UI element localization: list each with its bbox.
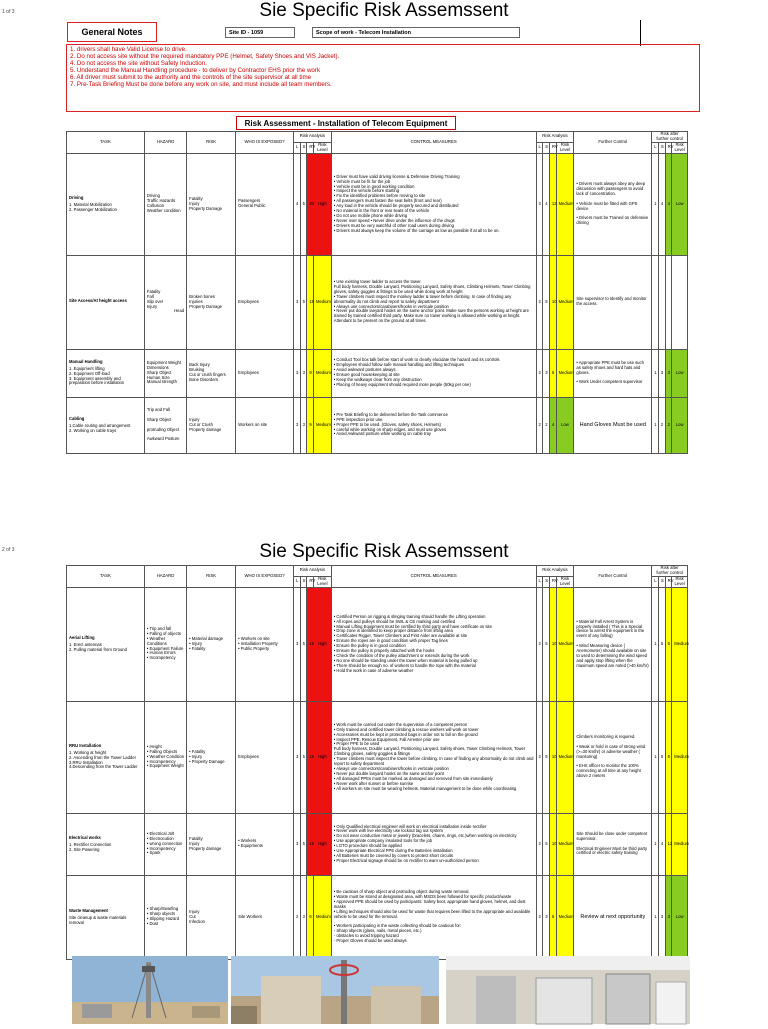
- risk-value: 15: [307, 255, 314, 349]
- hazard-cell: [144, 875, 186, 959]
- risk-cell: Injury Cut Infection: [187, 875, 236, 959]
- task-line: 1. Erect antennas: [69, 641, 102, 647]
- col-l: L: [293, 576, 300, 587]
- control-measures: • Be cautious of sharp object and protruding object during waste removal. • Waste must be stored at designated area, with MSDS been followed for specific product/waste • Approved PPE should be used by participants: Safety boot, appropriate hand gloves, helmet, and dust masks • Lifting techniques should also be used for waste that requires been lifted to the appropriate and available vehicle to be used for the removal. • Workers participating in the waste collecting should be cautious for: - Sharp objects (glass, nails, metal pieces, etc.) - obstacles to avoid tripping hazard - Proper Gloves should be used always: [331, 875, 536, 959]
- risk-row: [67, 349, 688, 397]
- hazard-cell: [144, 813, 186, 875]
- task-line: 1. Rectifier Connection: [69, 841, 112, 847]
- col-after: Risk after further control: [652, 132, 688, 143]
- after-value: 2: [665, 397, 672, 453]
- after-level: Medium: [672, 587, 688, 701]
- after-level: Low: [672, 875, 688, 959]
- control-measures: • Driver must have valid driving license & Defensive Driving Training • Vehicle must be fit for the job • Vehicle must be in good working condition • Inspect the vehicle before starting • Fix the identified problems before moving to site • All passengers must fasten the seat belts (front and rear) • Any load in the vehicle should be properly secured and distributed • No material in the front or rear seats of the vehicle • Do not use mobile phone while driving • Never over speed • Never drive under the influence of the drugs • Drivers must be very watchful of other road users during driving • Drivers must always keep the volume of the carriage as low as possible if at all to be on.: [331, 153, 536, 255]
- after-likelihood: 1: [652, 587, 659, 701]
- who-cell: • Workers • Equipments: [236, 813, 294, 875]
- residual-likelihood: 2: [536, 397, 543, 453]
- col-l: L: [536, 576, 543, 587]
- note-line: 1. drivers shall have Valid License to drive.: [70, 46, 187, 53]
- after-value: 3: [665, 875, 672, 959]
- site-photo: [231, 956, 439, 1024]
- col-s: S: [658, 576, 665, 587]
- after-value: 3: [665, 349, 672, 397]
- after-level: [672, 255, 688, 349]
- severity: 3: [300, 875, 307, 959]
- task-line: 2. Equipment Off-load: [69, 370, 110, 376]
- task-line: 2. Working on cable trays: [69, 427, 117, 433]
- likelihood: 2: [293, 875, 300, 959]
- col-s: S: [543, 142, 550, 153]
- residual-severity: 5: [543, 587, 550, 701]
- col-s: S: [300, 576, 307, 587]
- control-measures: • Work must be carried out under the supervision of a competent person • Only trained and certified tower climbing & rescue workers will work on tower • Accessories must be kept in protected bags in order not to fall on the ground • Inspect PPE, Rescue Equipment, Fall Arrester prior use • Proper PPE to be used Full body harness, Double Lanyard, Positioning Lanyard, Safety shoes, Tower Climbing Helmets, Tower Climbing gloves, safety goggles & fittings • Tower climbers must inspect the tower before climbing. In case of finding any abnormality do not climb and report to safety department • Always use connectors/carabiners/hooks in verticale position • Never put double lanyard hooks on the same anchor point • All damaged PPEs must be marked as damaged and removed from site immediately • Never work after sunset or before sunrise • All workers on site must be wearing helmets. Material management to be done while coordinating: [331, 701, 536, 813]
- hazard-cell: [144, 255, 186, 349]
- after-likelihood: 1: [652, 875, 659, 959]
- hazard-cell: [144, 397, 186, 453]
- likelihood: 3: [293, 813, 300, 875]
- after-severity: 3: [658, 349, 665, 397]
- task-cell: [67, 875, 145, 959]
- col-risk-analysis: Risk Analysis: [293, 566, 331, 577]
- likelihood: 3: [293, 587, 300, 701]
- control-measures: • Use existing tower ladder to access the tower. Full body harness, Double Lanyard, Positioning Lanyard, Safety shoes, Climbing Helmets, Tower Climbing gloves, safety goggles & fittings to be used while doing work at height • Tower climbers must inspect the monkey ladder & tower before climbing. In case of finding any abnormality do not climb and report to safety department • Always use connectors/carabiners/hooks in verticale position • Never put double lanyard hooks on the same anchor point. Make sure the persons working at height are trained by trained certified third party. Make sure no tower working is allowed while working at height. Attendant to be present on the ground at all times.: [331, 255, 536, 349]
- note-line: 6. All driver must submit to the authority and the controls of the site supervisor at all time: [70, 74, 312, 81]
- hazard-cell: [144, 153, 186, 255]
- after-severity: 5: [658, 587, 665, 701]
- further-control: • Drivers must always obey any deep discussion with passengers to avoid lack of concentration. • Vehicle must be fitted with GPS device • Drivers must be Trained on defensive driving: [574, 153, 652, 255]
- task-cell: [67, 349, 145, 397]
- risk-value: 15: [307, 813, 314, 875]
- page-number: 2 of 3: [2, 547, 15, 553]
- further-control: Climbers monitoring is required. • Weak or hold in case of strong wind (>=30 km/hr) or adverse weather ( monitoring) • EHS officer to monitor the 100% connecting at all time at any height above 2 meters: [574, 701, 652, 813]
- col-l: L: [293, 142, 300, 153]
- further-control: Site supervisor to Identify and monitor the access.: [574, 255, 652, 349]
- residual-severity: 5: [543, 255, 550, 349]
- control-measures: • Conduct Tool box talk before start of work to clearly elucidate the hazard and its controls • Employees should follow safe manual handling and lifting techniques • Avoid awkward postures always. • Ensure good housekeeping at site • Keep the walkways clear from any obstruction • Placing of heavy equipment should required more people (50kg per one): [331, 349, 536, 397]
- after-severity: 5: [658, 701, 665, 813]
- after-level: Low: [672, 397, 688, 453]
- task-cell: [67, 813, 145, 875]
- residual-level: Medium: [556, 701, 574, 813]
- risk-level: High: [314, 813, 332, 875]
- severity: 5: [300, 153, 307, 255]
- col-task: TASK: [67, 566, 145, 588]
- col-who: WHO IS EXPOSED?: [236, 566, 294, 588]
- residual-value: 6: [549, 875, 556, 959]
- col-residual-analysis: Risk Analysis: [536, 566, 574, 577]
- after-severity: 3: [658, 875, 665, 959]
- col-level: Risk Level: [314, 576, 332, 587]
- after-likelihood: [652, 255, 659, 349]
- col-rv: RV: [307, 576, 314, 587]
- risk-cell: Fatality Injury Property damage: [187, 813, 236, 875]
- residual-value: 12: [549, 153, 556, 255]
- likelihood: 3: [293, 255, 300, 349]
- residual-likelihood: 2: [536, 255, 543, 349]
- hazard-text: Fatality Fall Slip over Injury: [146, 288, 164, 309]
- residual-level: Medium: [556, 875, 574, 959]
- risk-row: [67, 587, 688, 701]
- after-likelihood: 1: [652, 813, 659, 875]
- severity: 3: [300, 397, 307, 453]
- task-line: 2. Passenger Mobilization: [69, 206, 117, 212]
- col-rv: RV: [549, 576, 556, 587]
- residual-level: Medium: [556, 587, 574, 701]
- page-title: Sie Specific Risk Assemssent: [259, 0, 509, 21]
- risk-table-page-1: [66, 131, 688, 454]
- who-cell: Passengers General Public: [236, 153, 294, 255]
- risk-value: 15: [307, 701, 314, 813]
- after-likelihood: 1: [652, 153, 659, 255]
- hazard-cell: [144, 587, 186, 701]
- risk-level: Medium: [314, 397, 332, 453]
- col-l: L: [536, 142, 543, 153]
- risk-level: High: [314, 153, 332, 255]
- col-who: WHO IS EXPOSED?: [236, 132, 294, 154]
- after-value: [665, 255, 672, 349]
- after-severity: 2: [658, 397, 665, 453]
- risk-row: [67, 701, 688, 813]
- risk-level: Medium: [314, 875, 332, 959]
- who-cell: Site Workers: [236, 875, 294, 959]
- task-line: Aerial Lifting: [69, 634, 95, 640]
- equipment-photo: [446, 956, 690, 1024]
- task-line: 2. Ascending from the Tower Ladder: [69, 754, 136, 760]
- residual-level: Medium: [556, 255, 574, 349]
- task-line: 4.Descending from the Tower Ladder: [69, 764, 138, 770]
- task-cell: [67, 701, 145, 813]
- task-line: Manual Handling: [69, 358, 103, 364]
- page-title: Sie Specific Risk Assemssent: [259, 541, 509, 562]
- residual-value: 10: [549, 813, 556, 875]
- severity: 3: [300, 349, 307, 397]
- risk-level: High: [314, 701, 332, 813]
- col-after: Risk after further control: [652, 566, 688, 577]
- residual-value: 10: [549, 701, 556, 813]
- col-further: Further Control: [574, 132, 652, 154]
- general-notes-heading: General Notes: [67, 22, 157, 42]
- col-control: CONTROL MEASURES: [331, 132, 536, 154]
- task-line: 1. Working at height: [69, 749, 107, 755]
- task-line: Site Access/At height access: [69, 297, 127, 303]
- col-l: L: [652, 576, 659, 587]
- task-line: RRU Installation: [69, 742, 102, 748]
- col-risk-analysis: Risk Analysis: [293, 132, 331, 143]
- col-task: TASK: [67, 132, 145, 154]
- further-control: • Material Fall Arrest System is properly installed ( This is a Special device to arrest the equipment in the event of any falling) • Wind Measuring device ( Anemometer) should available on site to used to determining the wind speed and apply stop lifting when the maximum speed are noted (>40 km/hr): [574, 587, 652, 701]
- who-cell: Employees: [236, 701, 294, 813]
- risk-value: 6: [307, 875, 314, 959]
- residual-likelihood: 2: [536, 813, 543, 875]
- hazard-text: • Sharp/Swarfing • Sharp objects • Slipping Hazard • Dust: [146, 906, 180, 927]
- risk-table-page-2: [66, 565, 688, 960]
- col-s: S: [300, 142, 307, 153]
- residual-likelihood: 2: [536, 349, 543, 397]
- residual-likelihood: 2: [536, 701, 543, 813]
- after-likelihood: 1: [652, 349, 659, 397]
- after-value: 12: [665, 813, 672, 875]
- col-residual-analysis: Risk Analysis: [536, 132, 574, 143]
- task-cell: [67, 153, 145, 255]
- col-further: Further Control: [574, 566, 652, 588]
- residual-severity: 2: [543, 397, 550, 453]
- task-line: Site cleanup & waste materials removal: [69, 914, 127, 925]
- residual-value: 4: [549, 397, 556, 453]
- who-cell: Employees: [236, 255, 294, 349]
- risk-cell: • Material damage • Injury • Fatality: [187, 587, 236, 701]
- col-level: Risk Level: [314, 142, 332, 153]
- further-control: Hand Gloves Must be used: [574, 397, 652, 453]
- after-level: Medium: [672, 813, 688, 875]
- risk-cell: Back Injury Bruising Cut or crush fingers Bone Disorders: [187, 349, 236, 397]
- task-line: Driving: [69, 194, 84, 200]
- task-line: 3.RRU Installation: [69, 759, 103, 765]
- control-measures: • Only Qualified electrical engineer will work on electrical installation inside rectifier • Never work with live electricity use lockout tag out system • Do not wear conductive metal or jewelry (bracelets, chains, rings, etc.)when working on electricity • Use appropriate company insulated tools for the job • LOTO procedure should be applied • Use Appropriate Electrical PPE during the Batteries installation • All Batteries must be covered by covers to protect short circuits • Proper Electrical signage should be on rectifier to warn un-authorized person: [331, 813, 536, 875]
- after-level: Medium: [672, 701, 688, 813]
- further-control: Site Should be close under competent supervisor. Electrical Engineer Must be third party certified or electric safety training: [574, 813, 652, 875]
- col-rv: RV: [307, 142, 314, 153]
- severity: 5: [300, 701, 307, 813]
- after-severity: [658, 255, 665, 349]
- risk-level: Medium: [314, 349, 332, 397]
- further-control: Review at next opportunity: [574, 875, 652, 959]
- risk-row: [67, 153, 688, 255]
- hazard-text: Driving Traffic Hazards Collusion Weather condition: [146, 193, 181, 214]
- residual-level: Medium: [556, 349, 574, 397]
- task-line: 3. Equipment assembly and preparation before installation: [69, 375, 125, 386]
- hazard-text: Trip and Fall Sharp Object protruding Object Awkward Posture: [146, 406, 180, 442]
- residual-likelihood: 2: [536, 875, 543, 959]
- who-cell: Workers on site: [236, 397, 294, 453]
- hazard-text: • Height • Falling Objects • Weather Condition • Incompetency • Equipment Weight: [146, 743, 185, 769]
- risk-row: [67, 255, 688, 349]
- who-cell: • Workers on site • Installation Property • Public Property: [236, 587, 294, 701]
- likelihood: 3: [293, 349, 300, 397]
- residual-likelihood: 3: [536, 153, 543, 255]
- risk-value: 15: [307, 587, 314, 701]
- task-cell: [67, 255, 145, 349]
- residual-level: Medium: [556, 153, 574, 255]
- residual-severity: 5: [543, 701, 550, 813]
- likelihood: 3: [293, 701, 300, 813]
- severity: 5: [300, 587, 307, 701]
- note-line: 5. Understand the Manual Handling procedure - to deliver by Contractor EHS prior the work: [70, 67, 321, 74]
- after-value: 5: [665, 701, 672, 813]
- after-severity: 4: [658, 153, 665, 255]
- col-control: CONTROL MEASURES: [331, 566, 536, 588]
- after-likelihood: 1: [652, 701, 659, 813]
- task-line: 1. Material Mobilization: [69, 201, 112, 207]
- divider: [640, 20, 641, 46]
- note-line: 7. Pre-Task Briefing Must be done before any work on site, and must include all team members.: [70, 81, 332, 88]
- risk-cell: Fatality Injury Property Damage: [187, 153, 236, 255]
- col-risk: RISK: [187, 566, 236, 588]
- col-rv: RV: [665, 576, 672, 587]
- residual-value: 10: [549, 587, 556, 701]
- control-measures: • Pre Task Briefing to be delivered before the Task commence • PPE inspection prior use. • Proper PPE to be used. (Gloves, safety shoes, Helmets) • careful while working on sharp edges, and must use gloves • Avoid Awkward posture while working on cable tray: [331, 397, 536, 453]
- severity: 5: [300, 255, 307, 349]
- risk-row: [67, 397, 688, 453]
- task-cell: [67, 397, 145, 453]
- task-line: 2. Pulling material from Ground: [69, 646, 127, 652]
- task-cell: [67, 587, 145, 701]
- col-risk: RISK: [187, 132, 236, 154]
- col-rv: RV: [665, 142, 672, 153]
- col-hazard: HAZARD: [144, 566, 186, 588]
- general-notes-list: [66, 44, 700, 112]
- after-value: 5: [665, 587, 672, 701]
- control-measures: • Certified Person on rigging & slinging training should handle the Lifting operation • All ropes and pulleys should be SWL & CE marking and certified • Manual Lifting Equipment must be certified by third party and have certificate on site • Drop zone is identified to keep proper distance from lifting area • Certificates Rigger, Tower Climbers and First Aider are available at site • Ensure the ropes are in good condition with proper Tag lines • Ensure the pulley is in good condition • Ensure the pulley is properly attached with the hooks • Check the condition of the pulley attachment or extends during the work • No one should be standing under the tower when material is being pulled up • There should be enough no. of workers to handle the rope with the material • Hold the work in case of adverse weather: [331, 587, 536, 701]
- further-control: • Appropriate PPE must be use such as safety shoes and hard hats and gloves. • Work Under competent supervisor: [574, 349, 652, 397]
- col-level: Risk Level: [672, 142, 688, 153]
- hazard-cell: [144, 701, 186, 813]
- col-level: Risk Level: [556, 576, 574, 587]
- after-likelihood: 1: [652, 397, 659, 453]
- risk-level: Medium: [314, 255, 332, 349]
- residual-level: Low: [556, 397, 574, 453]
- risk-cell: Injury Cut or Crush Property damage: [187, 397, 236, 453]
- likelihood: 4: [293, 153, 300, 255]
- severity: 5: [300, 813, 307, 875]
- hazard-cell: [144, 349, 186, 397]
- site-id-field: Site ID - 1059: [225, 27, 295, 38]
- residual-severity: 3: [543, 875, 550, 959]
- task-line: Cabling: [69, 415, 85, 421]
- hazard-text: Equipment Weight Dimensions Sharp Object Human Size Manual strength: [146, 359, 182, 385]
- hazard-text: • Trip and fall • Falling of objects • Weather Conditions • Equipment Failure • Human Errors • Incompetency: [146, 625, 184, 661]
- risk-value: 20: [307, 153, 314, 255]
- risk-row: [67, 813, 688, 875]
- risk-assessment-title: Risk Assessment - Installation of Telecom Equipment: [236, 116, 456, 130]
- risk-value: 9: [307, 397, 314, 453]
- residual-level: Medium: [556, 813, 574, 875]
- tower-photo: [72, 956, 228, 1024]
- likelihood: 3: [293, 397, 300, 453]
- risk-cell: • Fatality • Injury • Property Damage: [187, 701, 236, 813]
- scope-field: Scope of work - Telecom Installation: [312, 27, 520, 38]
- task-line: 1. Equipment lifting: [69, 365, 105, 371]
- col-l: L: [652, 142, 659, 153]
- after-level: Low: [672, 153, 688, 255]
- residual-value: 6: [549, 349, 556, 397]
- col-rv: RV: [549, 142, 556, 153]
- after-level: Low: [672, 349, 688, 397]
- residual-likelihood: 2: [536, 587, 543, 701]
- residual-severity: 3: [543, 349, 550, 397]
- col-level: Risk Level: [672, 576, 688, 587]
- residual-severity: 4: [543, 153, 550, 255]
- task-line: 2. Site Powering: [69, 846, 100, 852]
- task-line: Waste Management: [69, 907, 108, 913]
- col-level: Risk Level: [556, 142, 574, 153]
- after-severity: 4: [658, 813, 665, 875]
- after-value: 4: [665, 153, 672, 255]
- risk-value: 9: [307, 349, 314, 397]
- risk-row: [67, 875, 688, 959]
- residual-value: 10: [549, 255, 556, 349]
- hazard-text-extra: Head: [174, 308, 185, 314]
- col-s: S: [543, 576, 550, 587]
- note-line: 4. Do not access the site without Safety Induction.: [70, 60, 207, 67]
- task-line: Electrical works: [69, 834, 101, 840]
- risk-cell: Broken bones Injuries Property Damage: [187, 255, 236, 349]
- col-s: S: [658, 142, 665, 153]
- risk-level: High: [314, 587, 332, 701]
- page-number: 1 of 3: [2, 9, 15, 15]
- residual-severity: 5: [543, 813, 550, 875]
- who-cell: Employees: [236, 349, 294, 397]
- hazard-text: • Electrical Jolt • Electrocution • wrong connection • Incompetency • Spark: [146, 830, 183, 856]
- note-line: 2. Do not access site without the required mandatory PPE (Helmet, Safety Shoes and VIS Jacket).: [70, 53, 340, 60]
- col-hazard: HAZARD: [144, 132, 186, 154]
- task-line: 1.Cable routing and arrangement: [69, 422, 131, 428]
